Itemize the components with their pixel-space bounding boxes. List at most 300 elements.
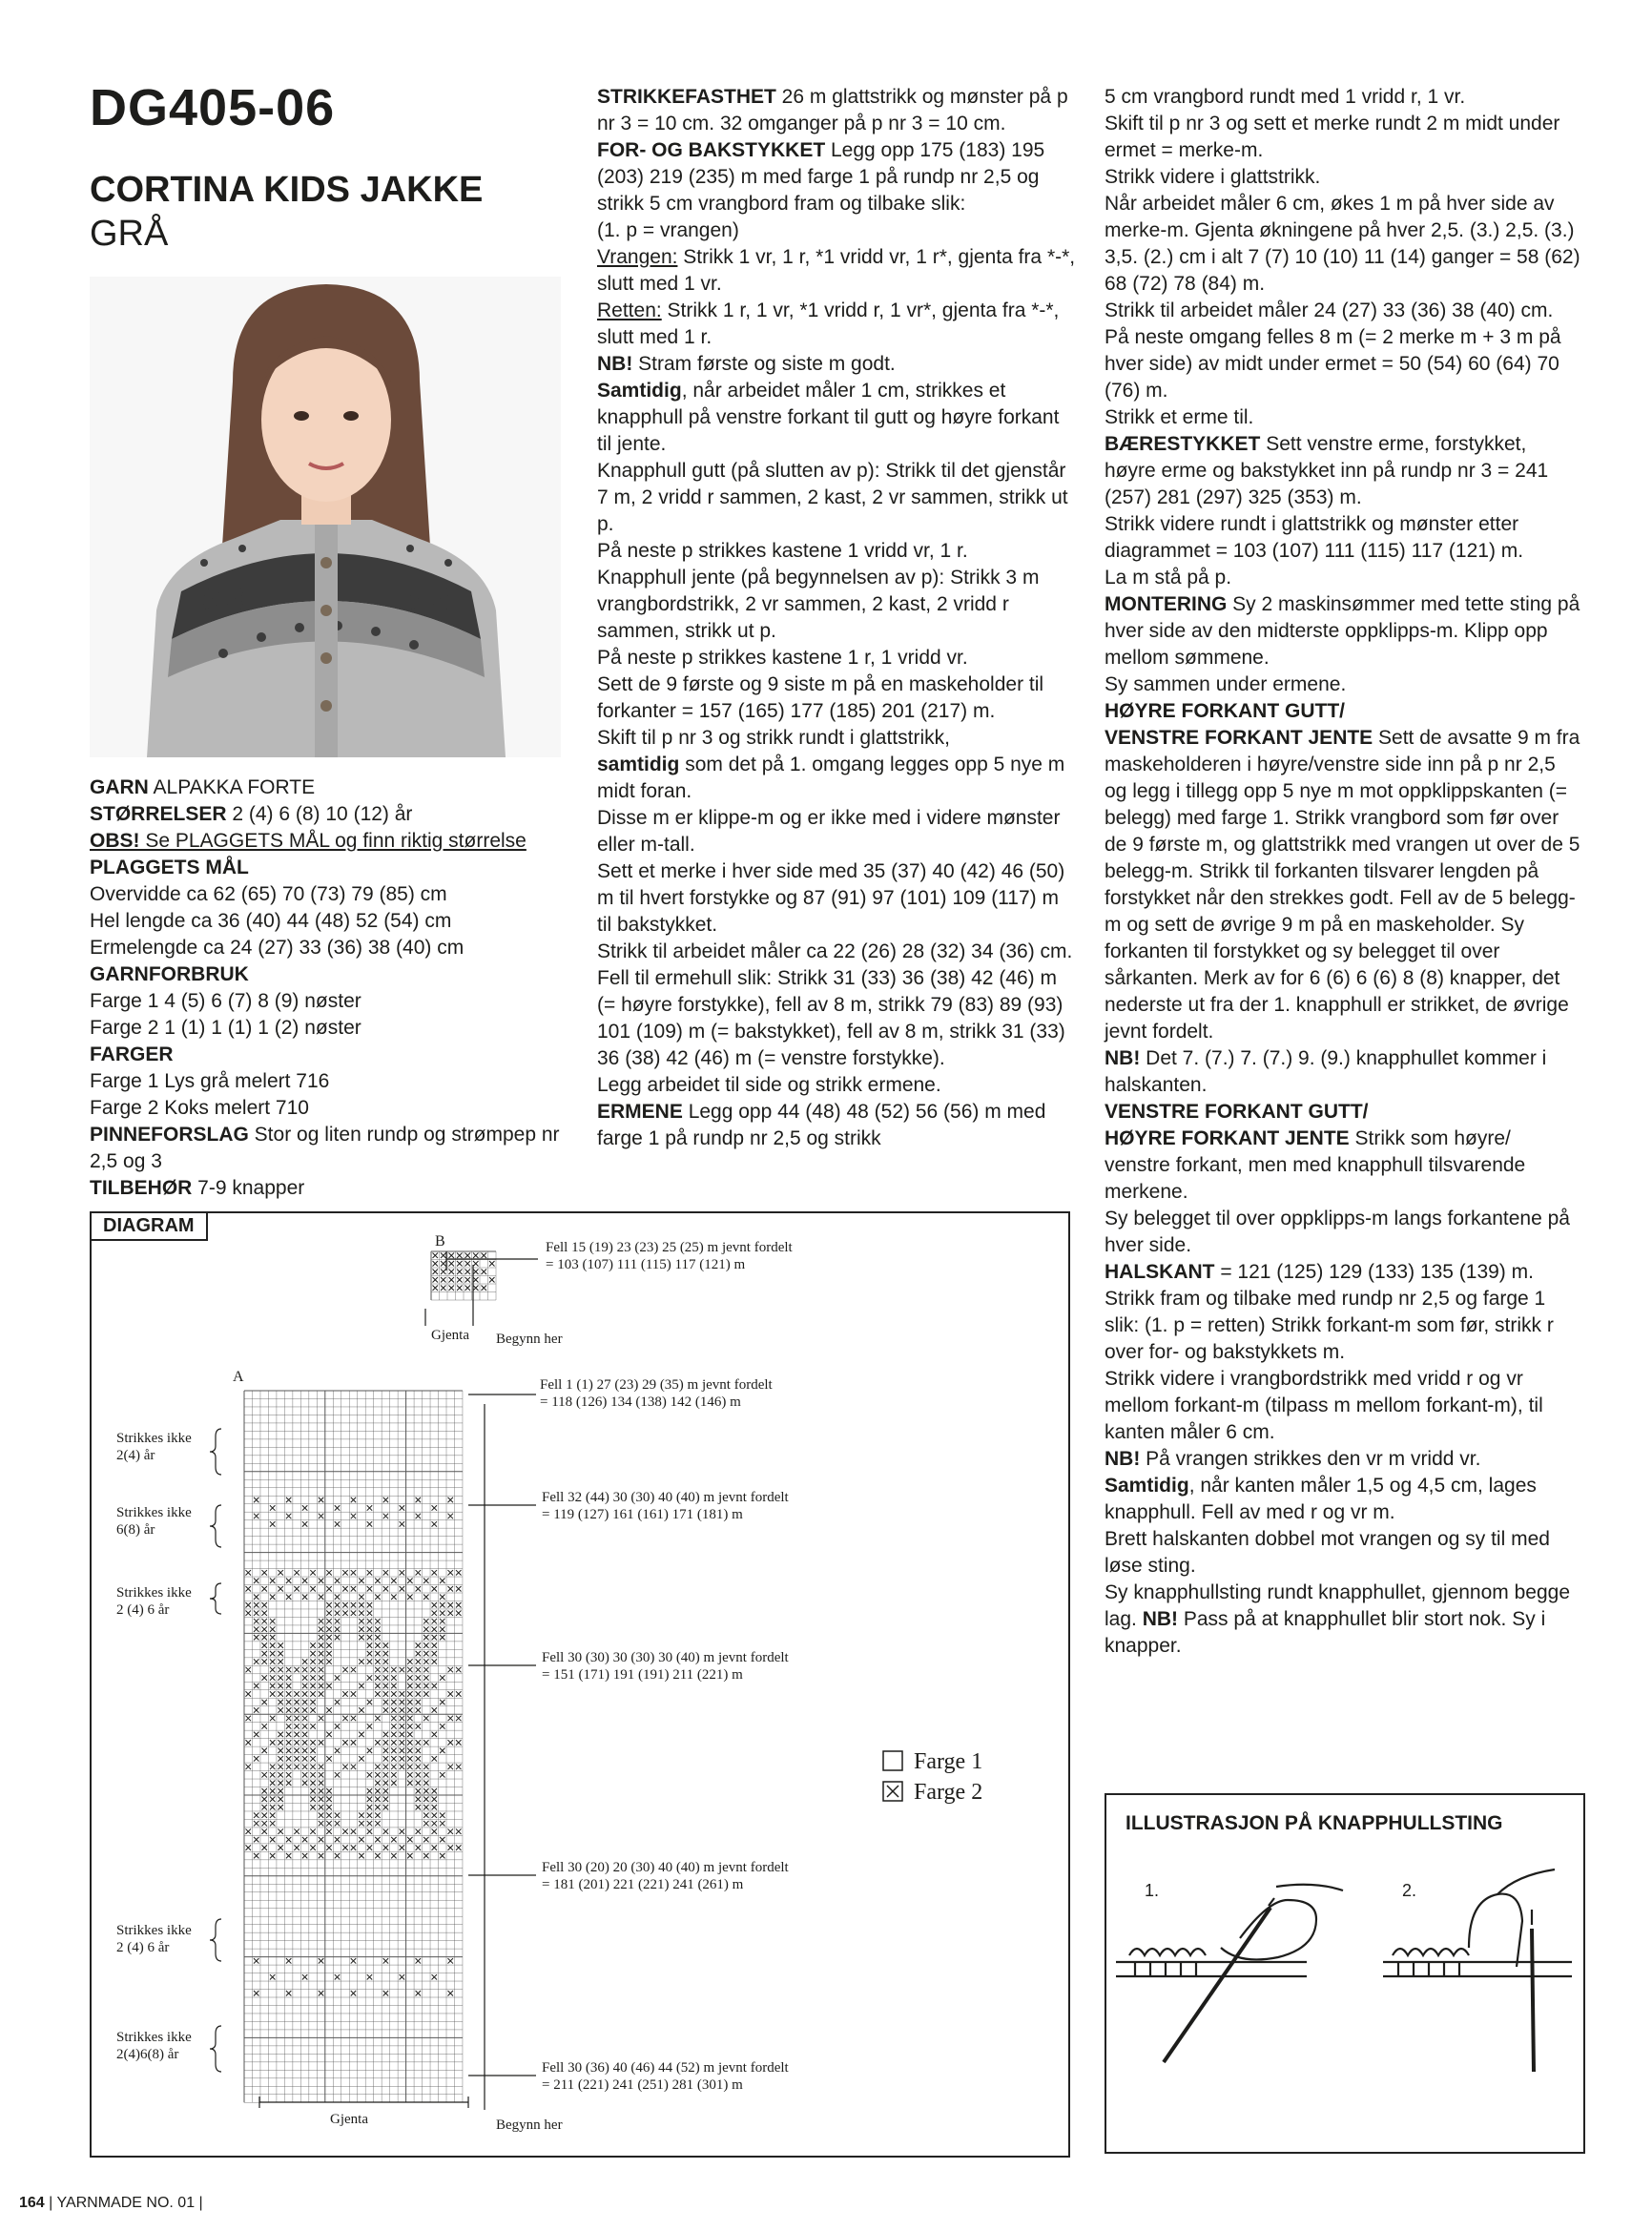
nb-value: Det 7. (7.) 7. (7.) 9. (9.) knapphullet kommer i halskanten. <box>1105 1047 1547 1096</box>
chart-cross-mark <box>375 1595 380 1600</box>
chart-cross-mark <box>432 1756 437 1761</box>
chart-cross-mark <box>278 1748 282 1753</box>
pattern-title: CORTINA KIDS JAKKE <box>90 170 484 210</box>
chart-cross-mark <box>375 1684 380 1688</box>
chart-cross-mark <box>473 1261 479 1267</box>
chart-cross-mark <box>375 1772 380 1777</box>
chart-cross-mark <box>383 1586 388 1591</box>
chart-cross-mark <box>407 1740 412 1745</box>
nb-value: På vrangen strikkes den vr m vridd vr. <box>1140 1448 1481 1470</box>
chart-cross-mark <box>416 1570 421 1575</box>
chart-cross-mark <box>326 1635 331 1640</box>
chart-cross-mark <box>423 1716 428 1721</box>
chart-cross-mark <box>270 1797 275 1802</box>
chart-cross-mark <box>359 1595 363 1600</box>
chart-cross-mark <box>294 1724 299 1728</box>
chart-cross-mark <box>261 1772 266 1777</box>
chart-cross-mark <box>457 1261 463 1267</box>
sleeves-label: ERMENE <box>597 1101 683 1123</box>
chart-cross-mark <box>270 1619 275 1623</box>
step-1-label: 1. <box>1145 1881 1160 1900</box>
chart-cross-mark <box>246 1691 251 1696</box>
chart-cross-mark <box>278 1756 282 1761</box>
chart-cross-mark <box>359 1610 363 1615</box>
chart-cross-mark <box>286 1684 291 1688</box>
chart-cross-mark <box>310 1651 315 1656</box>
chart-cross-mark <box>310 1781 315 1786</box>
chart-cross-mark <box>351 1765 356 1769</box>
chart-cross-mark <box>456 1828 461 1833</box>
neckband-value: = 121 (125) 129 (133) 135 (139) m. <box>1214 1261 1534 1283</box>
chart-cross-mark <box>367 1748 372 1753</box>
chart-cross-mark <box>335 1772 340 1777</box>
chart-cross-mark <box>448 1828 453 1833</box>
legend-color2: Farge 2 <box>914 1780 983 1805</box>
chart-cross-mark <box>359 1626 363 1631</box>
chart-cross-mark <box>335 1821 340 1826</box>
chart-cross-mark <box>310 1691 315 1696</box>
chart-cross-mark <box>359 1756 363 1761</box>
chart-cross-mark <box>433 1270 439 1275</box>
chart-cross-mark <box>440 1610 444 1615</box>
chart-cross-mark <box>416 1756 421 1761</box>
chart-cross-mark <box>351 1667 356 1672</box>
chart-cross-mark <box>367 1610 372 1615</box>
chart-cross-mark <box>375 1740 380 1745</box>
right-band-label: HØYRE FORKANT GUTT/ <box>1105 700 1345 722</box>
chest-width: Overvidde ca 62 (65) 70 (73) 79 (85) cm <box>90 883 447 905</box>
chart-cross-mark <box>326 1586 331 1591</box>
chart-cross-mark <box>456 1740 461 1745</box>
paragraph: Når arbeidet måler 6 cm, økes 1 m på hver side av merke-m. Gjenta økningene på hver 2,5. (3.) 2,5. (3.) 3,5. (2.) cm i alt 7 (7) 10 (10) 11 (14) ganger = 58 (62) 68 (72) 78 (84) m. <box>1105 193 1580 295</box>
chart-cross-mark <box>351 1498 356 1502</box>
chart-cross-mark <box>319 1635 323 1640</box>
chart-cross-mark <box>375 1667 380 1672</box>
chart-cross-mark <box>432 1845 437 1849</box>
chart-cross-mark <box>359 1732 363 1737</box>
chart-cross-mark <box>359 1579 363 1583</box>
chart-cross-mark <box>367 1788 372 1793</box>
chart-cross-mark <box>367 1659 372 1663</box>
chart-cross-mark <box>383 1756 388 1761</box>
chart-cross-mark <box>423 1667 428 1672</box>
chart-cross-mark <box>326 1828 331 1833</box>
chart-cross-mark <box>441 1270 446 1275</box>
chart-cross-mark <box>375 1788 380 1793</box>
chart-cross-mark <box>416 1765 421 1769</box>
chart-cross-mark <box>407 1691 412 1696</box>
chart-cross-mark <box>416 1797 421 1802</box>
chart-cross-mark <box>261 1700 266 1704</box>
chart-cross-mark <box>400 1700 404 1704</box>
chart-cross-mark <box>286 1667 291 1672</box>
diagram-label: DIAGRAM <box>92 1213 208 1241</box>
chart-cross-mark <box>367 1821 372 1826</box>
chart-cross-mark <box>391 1853 396 1858</box>
skip-label-5a: Strikkes ikke <box>116 2030 192 2045</box>
chart-cross-mark <box>359 1837 363 1842</box>
chart-cross-mark <box>270 1651 275 1656</box>
paragraph: Brett halskanten dobbel mot vrangen og sy til med løse sting. <box>1105 1528 1550 1577</box>
chart-cross-mark <box>286 1724 291 1728</box>
chart-cross-mark <box>319 1772 323 1777</box>
chart-cross-mark <box>302 1853 307 1858</box>
skip-label-3a: Strikkes ikke <box>116 1585 192 1601</box>
chart-cross-mark <box>400 1732 404 1737</box>
chart-cross-mark <box>294 1700 299 1704</box>
chart-cross-mark <box>448 1958 453 1963</box>
chart-cross-mark <box>335 1619 340 1623</box>
chart-cross-mark <box>254 1595 258 1600</box>
page-footer <box>19 2195 203 2212</box>
chart-cross-mark <box>302 1781 307 1786</box>
chart-cross-mark <box>270 1521 275 1526</box>
skip-label-1b: 2(4) år <box>116 1448 155 1463</box>
obs-value: Se PLAGGETS MÅL og finn riktig størrelse <box>139 830 527 852</box>
chart-cross-mark <box>270 1821 275 1826</box>
skip-label-3b: 2 (4) 6 år <box>116 1602 170 1618</box>
chart-cross-mark <box>302 1837 307 1842</box>
chart-cross-mark <box>432 1707 437 1712</box>
skip-label-4b: 2 (4) 6 år <box>116 1940 170 1955</box>
chart-cross-mark <box>254 1958 258 1963</box>
chart-cross-mark <box>391 1772 396 1777</box>
chart-cross-mark <box>383 1570 388 1575</box>
chart-cross-mark <box>261 1586 266 1591</box>
chart-cross-mark <box>254 1732 258 1737</box>
chart-cross-mark <box>383 1958 388 1963</box>
knitting-chart <box>92 1213 1064 2152</box>
paragraph: 5 cm vrangbord rundt med 1 vridd r, 1 vr. <box>1105 86 1466 108</box>
chart-cross-mark <box>375 1691 380 1696</box>
chart-cross-mark <box>278 1659 282 1663</box>
b-decrease-line2: = 103 (107) 111 (115) 117 (121) m <box>546 1257 746 1272</box>
chart-cross-mark <box>391 1675 396 1680</box>
chart-cross-mark <box>423 1684 428 1688</box>
step-2-label: 2. <box>1402 1881 1417 1900</box>
chart-cross-mark <box>391 1684 396 1688</box>
chart-cross-mark <box>302 1707 307 1712</box>
chart-cross-mark <box>310 1765 315 1769</box>
chart-cross-mark <box>261 1602 266 1607</box>
chart-cross-mark <box>310 1667 315 1672</box>
chart-cross-mark <box>432 1788 437 1793</box>
chart-cross-mark <box>400 1521 404 1526</box>
chart-cross-mark <box>342 1586 347 1591</box>
chart-cross-mark <box>319 1684 323 1688</box>
chart-cross-mark <box>254 1579 258 1583</box>
chart-cross-mark <box>457 1253 463 1259</box>
chart-cross-mark <box>319 1716 323 1721</box>
chart-cross-mark <box>433 1261 439 1267</box>
buttonhole-boy-next: På neste p strikkes kastene 1 vridd vr, 1 r. <box>597 540 968 562</box>
nb-label: NB! <box>597 353 633 375</box>
chart-cross-mark <box>342 1691 347 1696</box>
chart-cross-mark <box>400 1505 404 1510</box>
chart-cross-mark <box>319 1619 323 1623</box>
chart-cross-mark <box>482 1270 487 1275</box>
left-band-label: VENSTRE FORKANT GUTT/ <box>1105 1101 1369 1123</box>
chart-cross-mark <box>302 1765 307 1769</box>
knit-to-text: Strikk til arbeidet måler ca 22 (26) 28 (32) 34 (36) cm. <box>597 940 1073 962</box>
chart-cross-mark <box>246 1740 251 1745</box>
chart-cross-mark <box>286 1853 291 1858</box>
chart-cross-mark <box>270 1505 275 1510</box>
chart-a-grid <box>244 1391 463 2102</box>
chart-cross-mark <box>456 1716 461 1721</box>
chart-cross-mark <box>416 1781 421 1786</box>
chart-cross-mark <box>319 1958 323 1963</box>
chart-cross-mark <box>351 1845 356 1849</box>
chart-cross-mark <box>270 1853 275 1858</box>
chart-cross-mark <box>294 1828 299 1833</box>
chart-cross-mark <box>375 1635 380 1640</box>
chart-cross-mark <box>310 1586 315 1591</box>
chart-b-label: B <box>435 1233 445 1250</box>
chart-cross-mark <box>432 1732 437 1737</box>
chart-cross-mark <box>319 1805 323 1809</box>
paragraph: Sy knapphullsting rundt knapphullet, gjennom begge lag. <box>1105 1581 1571 1630</box>
chart-cross-mark <box>359 1635 363 1640</box>
chart-cross-mark <box>310 1675 315 1680</box>
yarn-label: GARN <box>90 776 149 798</box>
skip-label-2b: 6(8) år <box>116 1522 155 1538</box>
chart-cross-mark <box>383 1828 388 1833</box>
chart-cross-mark <box>278 1828 282 1833</box>
chart-cross-mark <box>448 1514 453 1518</box>
chart-a-label: A <box>233 1369 244 1385</box>
chart-cross-mark <box>367 1505 372 1510</box>
chart-cross-mark <box>246 1610 251 1615</box>
chart-cross-mark <box>319 1642 323 1647</box>
chart-cross-mark <box>383 1740 388 1745</box>
simultaneously-value: , når arbeidet måler 1 cm, strikkes et knapphull på venstre forkant til gutt og høyre forkant til jente. <box>597 380 1060 455</box>
chart-cross-mark <box>416 1724 421 1728</box>
chart-cross-mark <box>270 1781 275 1786</box>
chart-cross-mark <box>335 1602 340 1607</box>
paragraph: Skift til p nr 3 og sett et merke rundt 2 m midt under ermet = merke-m. <box>1105 113 1560 161</box>
chart-cross-mark <box>294 1765 299 1769</box>
chart-cross-mark <box>400 1716 404 1721</box>
chart-cross-mark <box>440 1626 444 1631</box>
chart-cross-mark <box>286 1716 291 1721</box>
chart-cross-mark <box>286 1514 291 1518</box>
chart-cross-mark <box>423 1837 428 1842</box>
chart-cross-mark <box>246 1845 251 1849</box>
paragraph: Strikk videre i vrangbordstrikk med vridd r og vr mellom forkant-m (tilpass m mellom forkant-m), til kanten måler 6 cm. <box>1105 1368 1543 1443</box>
chart-cross-mark <box>319 1514 323 1518</box>
chart-cross-mark <box>319 1821 323 1826</box>
chart-cross-mark <box>407 1595 412 1600</box>
chart-cross-mark <box>294 1845 299 1849</box>
chart-cross-mark <box>278 1684 282 1688</box>
simultaneously-label: Samtidig <box>1105 1475 1189 1497</box>
chart-cross-mark <box>294 1716 299 1721</box>
chart-cross-mark <box>335 1505 340 1510</box>
chart-cross-mark <box>391 1724 396 1728</box>
chart-cross-mark <box>416 1651 421 1656</box>
chart-cross-mark <box>326 1805 331 1809</box>
chart-cross-mark <box>286 1732 291 1737</box>
chart-cross-mark <box>319 1797 323 1802</box>
chart-cross-mark <box>302 1740 307 1745</box>
chart-cross-mark <box>278 1797 282 1802</box>
body-value: Legg opp 175 (183) 195 (203) 219 (235) m med farge 1 på rundp nr 2,5 og strikk 5 cm vrangbord fram og tilbake slik: <box>597 139 1045 215</box>
chart-cross-mark <box>319 1788 323 1793</box>
chart-cross-mark <box>310 1797 315 1802</box>
chart-cross-mark <box>367 1521 372 1526</box>
chart-cross-mark <box>270 1765 275 1769</box>
chart-cross-mark <box>391 1837 396 1842</box>
assembly-value: Sy 2 maskinsømmer med tette sting på hver side av den midterste oppklipps-m. Klipp opp mellom sømmene. <box>1105 593 1580 669</box>
chart-cross-mark <box>433 1253 439 1259</box>
chart-cross-mark <box>440 1812 444 1817</box>
decrease-5-line1: Fell 30 (36) 40 (46) 44 (52) m jevnt fordelt <box>542 2060 789 2076</box>
buttonhole-boy: Knapphull gutt (på slutten av p): Strikk til det gjenstår 7 m, 2 vridd r sammen, 2 kast, 2 vr sammen, strikk ut p. <box>597 460 1068 535</box>
chart-cross-mark <box>294 1748 299 1753</box>
chart-cross-mark <box>440 1772 444 1777</box>
chart-cross-mark <box>367 1570 372 1575</box>
chart-cross-mark <box>302 1756 307 1761</box>
paragraph: La m stå på p. <box>1105 567 1232 589</box>
chart-cross-mark <box>423 1619 428 1623</box>
wrong-side-label: Vrangen: <box>597 246 678 268</box>
chart-cross-mark <box>326 1707 331 1712</box>
chart-cross-mark <box>441 1277 446 1283</box>
chart-cross-mark <box>391 1765 396 1769</box>
chart-cross-mark <box>286 1675 291 1680</box>
chart-cross-mark <box>457 1277 463 1283</box>
chart-cross-mark <box>302 1684 307 1688</box>
chart-cross-mark <box>383 1781 388 1786</box>
chart-cross-mark <box>391 1595 396 1600</box>
skip-label-1a: Strikkes ikke <box>116 1431 192 1446</box>
chart-cross-mark <box>246 1765 251 1769</box>
chart-cross-mark <box>416 1845 421 1849</box>
chart-cross-mark <box>416 1684 421 1688</box>
chart-cross-mark <box>342 1765 347 1769</box>
skip-label-5b: 2(4)6(8) år <box>116 2047 179 2062</box>
chart-cross-mark <box>302 1974 307 1979</box>
chart-cross-mark <box>440 1579 444 1583</box>
chart-cross-mark <box>310 1805 315 1809</box>
chart-cross-mark <box>448 1845 453 1849</box>
chart-cross-mark <box>375 1853 380 1858</box>
chart-cross-mark <box>400 1707 404 1712</box>
chart-cross-mark <box>432 1659 437 1663</box>
chart-cross-mark <box>383 1845 388 1849</box>
chart-cross-mark <box>286 1958 291 1963</box>
chart-cross-mark <box>367 1845 372 1849</box>
chart-cross-mark <box>457 1270 463 1275</box>
chart-cross-mark <box>407 1853 412 1858</box>
chart-cross-mark <box>383 1788 388 1793</box>
chart-cross-mark <box>423 1675 428 1680</box>
sizes-label: STØRRELSER <box>90 803 227 825</box>
chart-cross-mark <box>375 1837 380 1842</box>
chart-cross-mark <box>310 1828 315 1833</box>
chart-cross-mark <box>375 1821 380 1826</box>
chart-cross-mark <box>367 1602 372 1607</box>
chart-cross-mark <box>270 1667 275 1672</box>
chart-cross-mark <box>254 1602 258 1607</box>
chart-cross-mark <box>302 1724 307 1728</box>
chart-cross-mark <box>278 1805 282 1809</box>
chart-cross-mark <box>270 1659 275 1663</box>
chart-cross-mark <box>335 1675 340 1680</box>
chart-cross-mark <box>416 1958 421 1963</box>
chart-cross-mark <box>286 1740 291 1745</box>
chart-cross-mark <box>375 1579 380 1583</box>
chart-cross-mark <box>278 1845 282 1849</box>
chart-cross-mark <box>432 1586 437 1591</box>
chart-cross-mark <box>310 1740 315 1745</box>
chart-cross-mark <box>278 1765 282 1769</box>
chart-cross-mark <box>432 1521 437 1526</box>
chart-cross-mark <box>286 1748 291 1753</box>
chart-cross-mark <box>319 1498 323 1502</box>
chart-cross-mark <box>383 1732 388 1737</box>
chart-cross-mark <box>440 1602 444 1607</box>
chart-cross-mark <box>448 1610 453 1615</box>
chart-cross-mark <box>351 1602 356 1607</box>
page-number: 164 <box>19 2195 45 2211</box>
chart-cross-mark <box>400 1586 404 1591</box>
chart-cross-mark <box>407 1765 412 1769</box>
armhole-text: Fell til ermehull slik: Strikk 31 (33) 36 (38) 42 (46) m (= høyre forstykke), fell av 8 m, strikk 79 (83) 89 (93) 101 (109) m (= bakstykket), fell av 8 m, strikk 31 (33) 36 (38) 42 (46) m (= venstre forstykke). <box>597 967 1065 1069</box>
chart-cross-mark <box>261 1619 266 1623</box>
chart-cross-mark <box>270 1595 275 1600</box>
chart-cross-mark <box>391 1707 396 1712</box>
right-side-value: Strikk 1 r, 1 vr, *1 vridd r, 1 vr*, gjenta fra *-*, slutt med 1 r. <box>597 300 1060 348</box>
paragraph: Strikk fram og tilbake med rundp nr 2,5 og farge 1 slik: (1. p = retten) Strikk forkant-m som før, strikk r over for- og bakstykkets m. <box>1105 1288 1554 1363</box>
chart-cross-mark <box>448 1570 453 1575</box>
chart-cross-mark <box>456 1610 461 1615</box>
simultaneously-value: , når kanten måler 1,5 og 4,5 cm, lages knapphull. Fell av med r og vr m. <box>1105 1475 1537 1523</box>
change-needle-text: Skift til p nr 3 og strikk rundt i glattstrikk, <box>597 727 950 749</box>
chart-cross-mark <box>400 1756 404 1761</box>
chart-cross-mark <box>400 1748 404 1753</box>
chart-cross-mark <box>400 1570 404 1575</box>
chart-cross-mark <box>407 1756 412 1761</box>
chart-cross-mark <box>432 1797 437 1802</box>
chart-cross-mark <box>270 1579 275 1583</box>
legend-color1: Farge 1 <box>914 1749 983 1774</box>
chart-cross-mark <box>270 1635 275 1640</box>
chart-cross-mark <box>359 1602 363 1607</box>
chart-cross-mark <box>407 1684 412 1688</box>
needles-label: PINNEFORSLAG <box>90 1124 249 1146</box>
chart-cross-mark <box>261 1797 266 1802</box>
chart-cross-mark <box>423 1642 428 1647</box>
chart-cross-mark <box>449 1286 455 1291</box>
left-band-girl-label: VENSTRE FORKANT JENTE <box>1105 727 1373 749</box>
chart-cross-mark <box>391 1667 396 1672</box>
chart-cross-mark <box>367 1772 372 1777</box>
chart-cross-mark <box>319 1991 323 1995</box>
chart-cross-mark <box>473 1253 479 1259</box>
chart-cross-mark <box>416 1498 421 1502</box>
chart-cross-mark <box>400 1724 404 1728</box>
sleeve-length: Ermelengde ca 24 (27) 33 (36) 38 (40) cm <box>90 937 465 959</box>
chart-cross-mark <box>423 1595 428 1600</box>
chart-cross-mark <box>375 1716 380 1721</box>
chart-cross-mark <box>473 1277 479 1283</box>
chart-cross-mark <box>278 1772 282 1777</box>
chart-cross-mark <box>367 1974 372 1979</box>
chart-cross-mark <box>465 1277 471 1283</box>
chart-cross-mark <box>319 1781 323 1786</box>
